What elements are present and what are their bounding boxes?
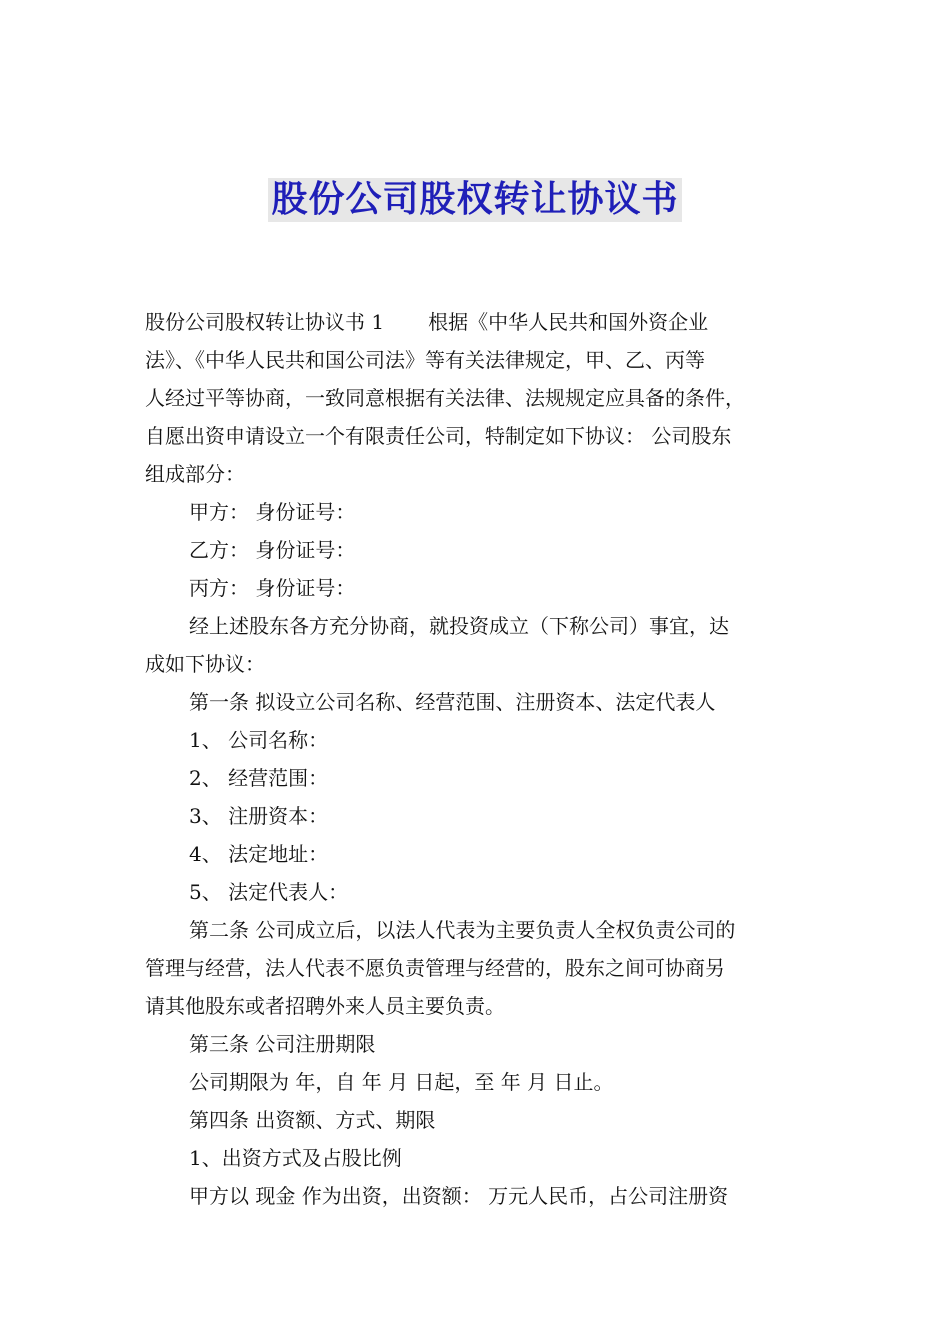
intro-line-1 (145, 303, 810, 341)
article1-item-3: 3、 注册资本： (189, 804, 329, 828)
party-b: 乙方： 身份证号： (189, 538, 356, 562)
document-title: 股份公司股权转让协议书 (268, 178, 681, 222)
agreement-line-2: 成如下协议： (145, 652, 265, 676)
article2-line-2: 管理与经营，法人代表不愿负责管理与经营的，股东之间可协商另 (145, 956, 725, 980)
article3-text: 公司期限为 年，自 年 月 日起，至 年 月 日止。 (189, 1070, 614, 1094)
article4-heading: 第四条 出资额、方式、期限 (189, 1108, 436, 1132)
article4-text: 甲方以 现金 作为出资，出资额： 万元人民币，占公司注册资 (189, 1184, 729, 1208)
intro-lead: 股份公司股权转让协议书 1 (145, 310, 385, 334)
title-container (0, 178, 950, 222)
article4-subheading: 1、出资方式及占股比例 (189, 1146, 402, 1170)
article2-line-1: 第二条 公司成立后，以法人代表为主要负责人全权负责公司的 (189, 918, 736, 942)
party-a: 甲方： 身份证号： (189, 500, 356, 524)
article2-line-3: 请其他股东或者招聘外来人员主要负责。 (145, 994, 505, 1018)
intro-line-2: 法》、《中华人民共和国公司法》等有关法律规定，甲、乙、丙等 (145, 348, 705, 372)
article1-heading: 第一条 拟设立公司名称、经营范围、注册资本、法定代表人 (189, 690, 716, 714)
intro-line-4: 自愿出资申请设立一个有限责任公司，特制定如下协议： 公司股东 (145, 424, 732, 448)
intro-line-3: 人经过平等协商，一致同意根据有关法律、法规规定应具备的条件， (145, 386, 745, 410)
article1-item-1: 1、 公司名称： (189, 728, 329, 752)
article1-item-2: 2、 经营范围： (189, 766, 329, 790)
article3-heading: 第三条 公司注册期限 (189, 1032, 376, 1056)
intro-text-1: 根据《中华人民共和国外资企业 (428, 310, 709, 334)
article1-item-5: 5、 法定代表人： (189, 880, 349, 904)
document-body (145, 303, 810, 1215)
agreement-line-1: 经上述股东各方充分协商，就投资成立（下称公司）事宜，达 (189, 614, 729, 638)
article1-item-4: 4、 法定地址： (189, 842, 329, 866)
party-c: 丙方： 身份证号： (189, 576, 356, 600)
intro-line-5: 组成部分： (145, 462, 245, 486)
